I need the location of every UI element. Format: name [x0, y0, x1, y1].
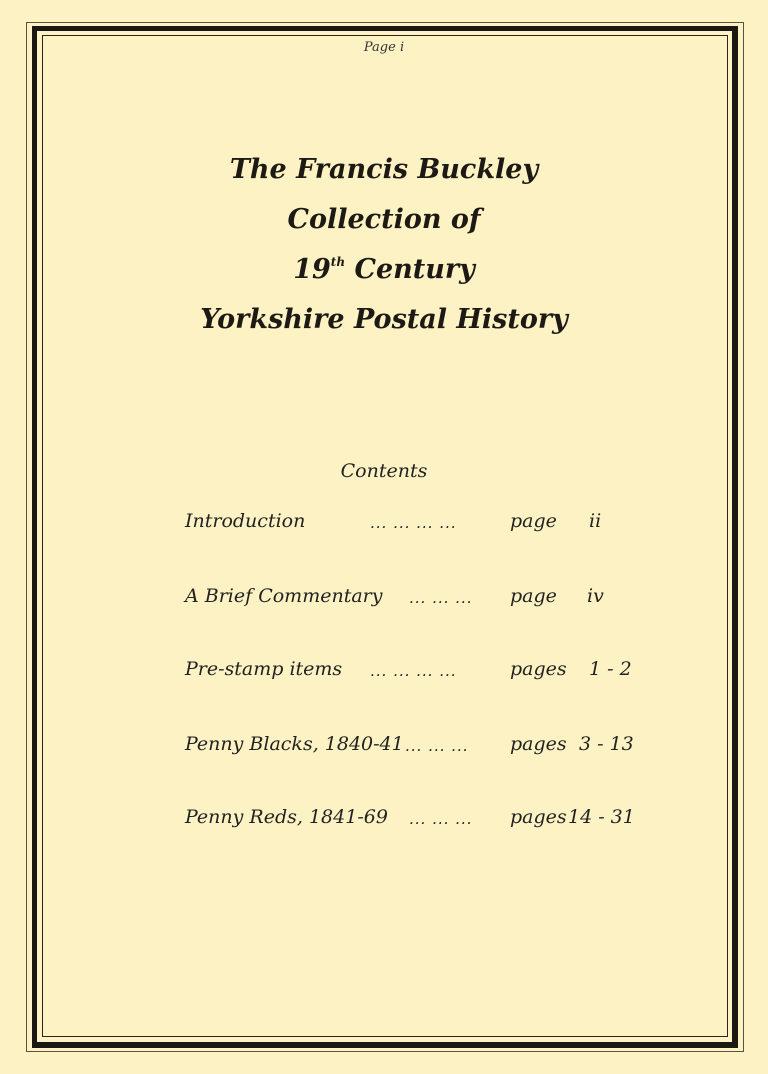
toc-entry-pages: iv [587, 585, 604, 607]
toc-entry-label: Penny Blacks, 1840-41 [185, 733, 404, 755]
toc-entry-page-word: page [510, 510, 557, 532]
toc-entry-pages: 14 - 31 [568, 806, 635, 828]
toc-entry-dots: ... ... ... [405, 737, 469, 755]
toc-entry [185, 510, 645, 538]
toc-entry-page-word: pages [510, 733, 567, 755]
title-line-2: Collection of [287, 204, 481, 235]
toc-entry-page-word: pages [510, 658, 567, 680]
toc-entry-label: Pre-stamp items [185, 658, 343, 680]
toc-entry-pages: 3 - 13 [579, 733, 634, 755]
title-century-word: Century [354, 254, 475, 285]
title-century-number: 19 [293, 254, 331, 285]
title-line-3 [0, 254, 768, 285]
toc-entry-dots: ... ... ... ... [370, 662, 457, 680]
toc-entry [185, 733, 645, 761]
toc-entry-page-word: page [510, 585, 557, 607]
page-number: Page i [363, 40, 405, 55]
toc-entry [185, 658, 645, 686]
toc-entry-pages: ii [589, 510, 602, 532]
contents-heading: Contents [340, 460, 428, 482]
toc-entry-dots: ... ... ... [409, 589, 473, 607]
toc-entry-label: Penny Reds, 1841-69 [185, 806, 388, 828]
title-line-1: The Francis Buckley [229, 154, 539, 185]
title-line-4: Yorkshire Postal History [200, 304, 568, 335]
toc-entry-label: Introduction [185, 510, 306, 532]
toc-entry-page-word: pages [510, 806, 567, 828]
toc-entry-label: A Brief Commentary [185, 585, 383, 607]
toc-entry-pages: 1 - 2 [589, 658, 632, 680]
toc-entry-dots: ... ... ... [409, 810, 473, 828]
title-century-suffix: th [330, 255, 346, 269]
toc-entry [185, 585, 645, 613]
toc-entry-dots: ... ... ... ... [370, 514, 457, 532]
toc-entry [185, 806, 645, 834]
